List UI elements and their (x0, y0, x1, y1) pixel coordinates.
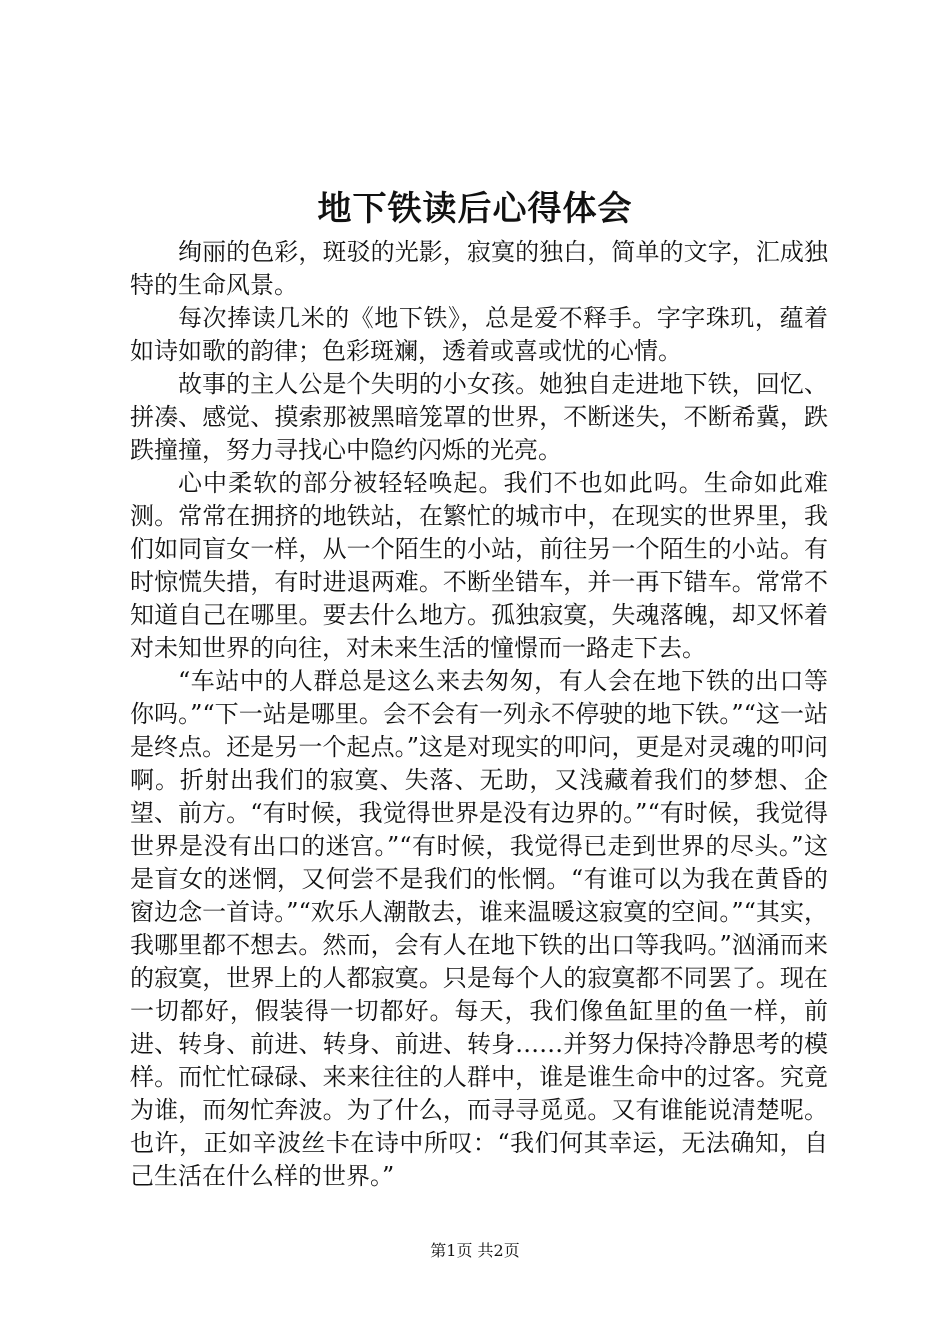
paragraph-4: 心中柔软的部分被轻轻唤起。我们不也如此吗。生命如此难测。常常在拥挤的地铁站，在繁忙的城市中，在现实的世界里，我们如同盲女一样，从一个陌生的小站，前往另一个陌生的小站。有时惊慌失措，有时进退两难。不断坐错车，并一再下错车。常常不知道自己在哪里。要去什么地方。孤独寂寞，失魂落魄，却又怀着对未知世界的向往，对未来生活的憧憬而一路走下去。 (130, 469, 828, 662)
paragraph-1: 绚丽的色彩，斑驳的光影，寂寞的独白，简单的文字，汇成独特的生命风景。 (130, 238, 828, 299)
paragraph-3: 故事的主人公是个失明的小女孩。她独自走进地下铁，回忆、拼凑、感觉、摸索那被黑暗笼罩的世界，不断迷失，不断希冀，跌跌撞撞，努力寻找心中隐约闪烁的光亮。 (130, 370, 828, 464)
paragraph-5: “车站中的人群总是这么来去匆匆，有人会在地下铁的出口等你吗。”“下一站是哪里。会不会有一列永不停驶的地下铁。”“这一站是终点。还是另一个起点。”这是对现实的叩问，更是对灵魂的叩问啊。折射出我们的寂寞、失落、无助，又浅藏着我们的梦想、企望、前方。“有时候，我觉得世界是没有边界的。”“有时候，我觉得世界是没有出口的迷宫。”“有时候，我觉得已走到世界的尽头。”这是盲女的迷惘，又何尝不是我们的怅惘。“有谁可以为我在黄昏的窗边念一首诗。”“欢乐人潮散去，谁来温暖这寂寞的空间。”“其实，我哪里都不想去。然而，会有人在地下铁的出口等我吗。”汹涌而来的寂寞，世界上的人都寂寞。只是每个人的寂寞都不同罢了。现在一切都好，假装得一切都好。每天，我们像鱼缸里的鱼一样，前进、转身、前进、转身、前进、转身……并努力保持冷静思考的模样。而忙忙碌碌、来来往往的人群中，谁是谁生命中的过客。究竟为谁，而匆忙奔波。为了什么，而寻寻觅觅。又有谁能说清楚呢。也许，正如辛波丝卡在诗中所叹：“我们何其幸运，无法确知，自己生活在什么样的世界。” (130, 667, 828, 1190)
page-number-footer: 第1页 共2页 (430, 1241, 520, 1260)
paragraph-2: 每次捧读几米的《地下铁》，总是爱不释手。字字珠玑，蕴着如诗如歌的韵律；色彩斑斓，透着或喜或忧的心情。 (130, 304, 828, 365)
document-body (130, 236, 828, 1193)
document-title: 地下铁读后心得体会 (317, 189, 633, 229)
